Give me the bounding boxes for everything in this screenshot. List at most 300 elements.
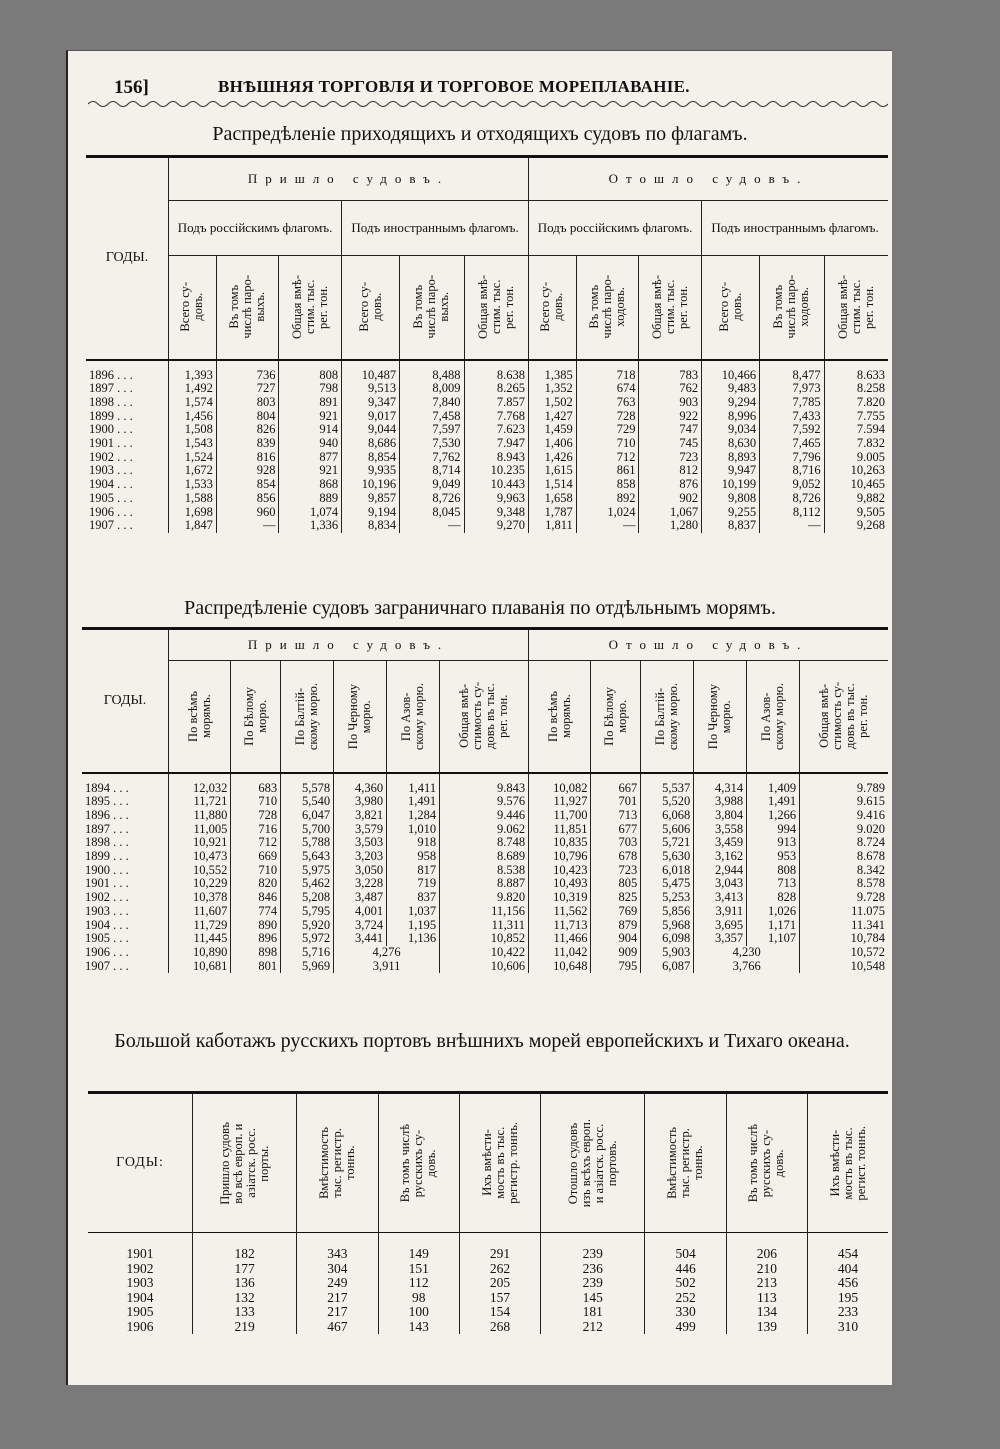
data-cell: 233 — [837, 1304, 859, 1319]
column-header: Общая вмѣ- стим. тыс. рег. тон. — [279, 256, 342, 360]
data-cell: 5,975 — [281, 864, 334, 878]
data-cell: 8.638 — [464, 360, 528, 383]
data-cell: 677 — [591, 823, 641, 837]
data-cell: 149 — [378, 1233, 459, 1262]
column-header: По Балтій- скому морю. — [641, 661, 694, 773]
data-cell: 219 — [193, 1320, 297, 1335]
data-cell: 5,856 — [641, 905, 694, 919]
data-cell: 10,681 — [169, 960, 231, 974]
data-cell: — — [216, 519, 279, 533]
data-cell: 3,980 — [334, 795, 387, 809]
data-cell: 181 — [541, 1305, 645, 1320]
data-cell: 304 — [297, 1262, 378, 1277]
data-cell: 3,558 — [694, 823, 747, 837]
year-cell: 1905 . . . — [82, 932, 169, 946]
data-cell: 909 — [591, 946, 641, 960]
data-cell: 1,672 — [169, 464, 217, 478]
table-row — [86, 382, 888, 396]
data-cell: 683 — [231, 773, 281, 796]
data-cell: 8,854 — [342, 451, 400, 465]
table-row — [86, 492, 888, 506]
data-cell: 10.235 — [464, 464, 528, 478]
data-cell: 8,837 — [702, 519, 760, 533]
table3-title: Большой каботажъ русскихъ портовъ внѣшнихъ морей европейскихъ и Тихаго океана. — [114, 1030, 850, 1052]
table-row — [86, 464, 888, 478]
year-cell: 1903 . . . — [86, 464, 169, 478]
column-header: Въ томъ числѣ русскихъ су- довъ. — [726, 1093, 807, 1233]
data-cell: 143 — [378, 1320, 459, 1335]
data-cell: 236 — [541, 1262, 645, 1277]
column-header: Общая вмѣ- стимость су- довъ въ тыс. рег. тон. — [817, 682, 871, 751]
data-cell: 343 — [297, 1233, 378, 1262]
subgroup-foreign-flag: Подъ иностраннымъ флагомъ. — [351, 220, 519, 235]
data-cell: 10,199 — [702, 478, 760, 492]
data-cell: 291 — [459, 1233, 540, 1262]
data-cell: 747 — [639, 423, 702, 437]
data-cell: 1,459 — [528, 423, 576, 437]
data-cell: 467 — [297, 1320, 378, 1335]
year-cell: 1895 . . . — [82, 795, 169, 809]
table-row — [88, 1291, 888, 1306]
data-cell: 5,606 — [641, 823, 694, 837]
data-cell: 9,347 — [342, 396, 400, 410]
data-cell: 9.820 — [440, 891, 529, 905]
data-cell: 177 — [193, 1262, 297, 1277]
column-header: Вмѣстимость тыс. регистр. тоннъ. — [645, 1093, 726, 1233]
data-cell: 7,458 — [400, 410, 464, 424]
data-cell: 7.820 — [856, 394, 885, 409]
table-row — [86, 423, 888, 437]
column-header: Отошло судовъ изъ всѣхъ европ. и азіатск. росс. портовъ. — [541, 1093, 645, 1233]
data-cell: 828 — [747, 891, 800, 905]
data-cell: 10,465 — [850, 477, 885, 492]
data-cell: 879 — [591, 919, 641, 933]
data-cell: 7,840 — [400, 396, 464, 410]
data-cell: 11,607 — [169, 905, 231, 919]
data-cell: 10,835 — [529, 836, 591, 850]
data-cell: 10,422 — [440, 946, 529, 960]
data-cell: 891 — [279, 396, 342, 410]
data-cell: 953 — [747, 850, 800, 864]
data-cell: 252 — [645, 1291, 726, 1306]
data-cell: 1,037 — [387, 905, 440, 919]
year-cell: 1906 — [88, 1320, 193, 1335]
data-cell: 10,196 — [342, 478, 400, 492]
data-cell: 9.446 — [440, 809, 529, 823]
data-cell: 4,314 — [694, 773, 747, 796]
data-cell: 1,502 — [528, 396, 576, 410]
data-cell: 9,935 — [342, 464, 400, 478]
data-cell: 858 — [576, 478, 639, 492]
data-cell: 8,488 — [400, 360, 464, 383]
data-cell: 6,047 — [281, 809, 334, 823]
data-cell: 921 — [279, 464, 342, 478]
year-cell: 1900 . . . — [82, 864, 169, 878]
table-row — [82, 932, 888, 946]
data-cell: 11,927 — [529, 795, 591, 809]
data-cell: 1,024 — [576, 506, 639, 520]
data-cell: 11,729 — [169, 919, 231, 933]
group-departed: Отошло судовъ. — [608, 637, 809, 652]
data-cell: 8.943 — [464, 451, 528, 465]
data-cell: 1,406 — [528, 437, 576, 451]
data-cell: 713 — [747, 877, 800, 891]
data-cell: 914 — [279, 423, 342, 437]
data-cell: 904 — [591, 932, 641, 946]
data-cell: 3,487 — [334, 891, 387, 905]
data-cell: 10,552 — [169, 864, 231, 878]
data-cell: 876 — [639, 478, 702, 492]
table-row — [82, 946, 888, 960]
data-cell: 7.755 — [856, 408, 885, 423]
column-header: По всѣмъ морямъ. — [169, 661, 231, 773]
table-row — [86, 519, 888, 533]
data-cell: 98 — [378, 1291, 459, 1306]
data-cell: 10,423 — [529, 864, 591, 878]
data-cell: 1,847 — [169, 519, 217, 533]
data-cell: 10,473 — [169, 850, 231, 864]
data-cell: 11,042 — [529, 946, 591, 960]
data-cell: 502 — [645, 1276, 726, 1291]
data-cell: 9,513 — [342, 382, 400, 396]
year-cell: 1905 . . . — [86, 492, 169, 506]
data-cell: 10,378 — [169, 891, 231, 905]
data-cell: 217 — [297, 1291, 378, 1306]
years-label: ГОДЫ: — [116, 1155, 164, 1171]
data-cell: 1,171 — [747, 919, 800, 933]
data-cell: 9,194 — [342, 506, 400, 520]
data-cell: 100 — [378, 1305, 459, 1320]
data-cell: 7,465 — [760, 437, 824, 451]
data-cell: 3,228 — [334, 877, 387, 891]
data-cell: 10,796 — [529, 850, 591, 864]
data-cell: 249 — [297, 1276, 378, 1291]
data-cell: 8,893 — [702, 451, 760, 465]
table-row — [82, 850, 888, 864]
data-cell: 774 — [231, 905, 281, 919]
data-cell: 837 — [387, 891, 440, 905]
data-cell: 3,579 — [334, 823, 387, 837]
data-cell: 12,032 — [169, 773, 231, 796]
column-header: Въ томъ числѣ паро- выхъ. — [216, 256, 279, 360]
data-cell: 136 — [193, 1276, 297, 1291]
data-cell: 5,540 — [281, 795, 334, 809]
column-header: Общая вмѣ- стим. тыс. рег. тон. — [464, 256, 528, 360]
data-cell: 151 — [378, 1262, 459, 1277]
data-cell: 6,068 — [641, 809, 694, 823]
data-cell: 456 — [837, 1275, 859, 1290]
data-cell: 7.857 — [464, 396, 528, 410]
data-cell: 3,413 — [694, 891, 747, 905]
data-cell: 712 — [576, 451, 639, 465]
data-cell: 729 — [576, 423, 639, 437]
data-cell: 9.005 — [856, 449, 885, 464]
data-cell: 868 — [279, 478, 342, 492]
column-header: По Бѣлому морю. — [231, 661, 281, 773]
table-row — [82, 877, 888, 891]
column-header: Пришло судовъ во всѣ европ. и азіатск. росс. порты. — [193, 1093, 297, 1233]
table-row — [86, 451, 888, 465]
table-row — [82, 795, 888, 809]
running-title: ВНѢШНЯЯ ТОРГОВЛЯ И ТОРГОВОЕ МОРЕПЛАВАНІЕ. — [218, 77, 690, 96]
data-cell: 8,726 — [760, 492, 824, 506]
table-row — [88, 1262, 888, 1277]
data-cell: — — [576, 519, 639, 533]
data-cell: 9,882 — [856, 490, 885, 505]
data-cell: 8,726 — [400, 492, 464, 506]
data-cell: 854 — [216, 478, 279, 492]
data-cell: 736 — [216, 360, 279, 383]
data-cell: 817 — [387, 864, 440, 878]
cabotage-table — [88, 1091, 888, 1334]
data-cell: 9.576 — [440, 795, 529, 809]
data-cell: 10,921 — [169, 836, 231, 850]
data-cell: 8.724 — [856, 835, 885, 850]
data-cell: 1,543 — [169, 437, 217, 451]
data-cell: 1,409 — [747, 773, 800, 796]
data-cell: 4,230 — [694, 946, 800, 960]
table-row — [86, 410, 888, 424]
data-cell: 5,969 — [281, 960, 334, 974]
data-cell: 1,352 — [528, 382, 576, 396]
data-cell: 9,947 — [702, 464, 760, 478]
data-cell: 783 — [639, 360, 702, 383]
data-cell: 1,280 — [639, 519, 702, 533]
data-cell: 11,466 — [529, 932, 591, 946]
year-cell: 1896 . . . — [86, 360, 169, 383]
data-cell: 723 — [591, 864, 641, 878]
data-cell: 8,112 — [760, 506, 824, 520]
data-cell: — — [400, 519, 464, 533]
column-header: По Бѣлому морю. — [591, 661, 641, 773]
data-cell: 8,716 — [760, 464, 824, 478]
column-header: Общая вмѣ- стимость су- довъ въ тыс. рег. тон. — [440, 661, 529, 773]
data-cell: 3,724 — [334, 919, 387, 933]
column-header: Вмѣстимость тыс. регистр. тоннъ. — [297, 1093, 378, 1233]
data-cell: 762 — [639, 382, 702, 396]
data-cell: 6,098 — [641, 932, 694, 946]
data-cell: 820 — [231, 877, 281, 891]
data-cell: 7.623 — [464, 423, 528, 437]
data-cell: 11,851 — [529, 823, 591, 837]
data-cell: 1,336 — [279, 519, 342, 533]
table-row — [88, 1305, 888, 1320]
data-cell: 4,001 — [334, 905, 387, 919]
data-cell: 1,533 — [169, 478, 217, 492]
year-cell: 1901 . . . — [86, 437, 169, 451]
data-cell: 5,700 — [281, 823, 334, 837]
year-cell: 1903 — [88, 1276, 193, 1291]
data-cell: 4,276 — [334, 946, 440, 960]
table-row — [82, 809, 888, 823]
data-cell: 5,643 — [281, 850, 334, 864]
data-cell: 795 — [591, 960, 641, 974]
data-cell: 877 — [279, 451, 342, 465]
year-cell: 1899 . . . — [82, 850, 169, 864]
data-cell: 212 — [541, 1320, 645, 1335]
data-cell: 11,700 — [529, 809, 591, 823]
column-header: Общая вмѣ- стим. тыс. рег. тон. — [639, 256, 702, 360]
years-label: ГОДЫ. — [103, 692, 147, 708]
year-cell: 1907 . . . — [82, 960, 169, 974]
data-cell: 1,136 — [387, 932, 440, 946]
data-cell: 1,615 — [528, 464, 576, 478]
data-cell: 1,588 — [169, 492, 217, 506]
data-cell: 5,578 — [281, 773, 334, 796]
data-cell: 154 — [459, 1305, 540, 1320]
data-cell: 3,503 — [334, 836, 387, 850]
column-header: По Балтій- скому морю. — [281, 661, 334, 773]
data-cell: 182 — [193, 1233, 297, 1262]
data-cell: 8.342 — [856, 862, 885, 877]
data-cell: 808 — [747, 864, 800, 878]
table-row — [82, 864, 888, 878]
data-cell: 861 — [576, 464, 639, 478]
data-cell: 896 — [231, 932, 281, 946]
column-header: Въ томъ числѣ паро- выхъ. — [400, 256, 464, 360]
data-cell: 11,713 — [529, 919, 591, 933]
data-cell: 1,491 — [387, 795, 440, 809]
column-header: Всего су- довъ. — [342, 256, 400, 360]
data-cell: 1,266 — [747, 809, 800, 823]
data-cell: 5,475 — [641, 877, 694, 891]
data-cell: 763 — [576, 396, 639, 410]
data-cell: 922 — [639, 410, 702, 424]
data-cell: 667 — [591, 773, 641, 796]
data-cell: 10,319 — [529, 891, 591, 905]
data-cell: 454 — [837, 1246, 859, 1261]
data-cell: 9.728 — [856, 890, 885, 905]
data-cell: 134 — [726, 1305, 807, 1320]
data-cell: 801 — [231, 960, 281, 974]
data-cell: 5,795 — [281, 905, 334, 919]
data-cell: 7,592 — [760, 423, 824, 437]
group-arrived: Пришло судовъ. — [247, 171, 450, 186]
data-cell: 716 — [231, 823, 281, 837]
flags-table — [86, 155, 888, 533]
data-cell: 1,026 — [747, 905, 800, 919]
data-cell: 7,762 — [400, 451, 464, 465]
year-cell: 1902 — [88, 1262, 193, 1277]
data-cell: 7.947 — [464, 437, 528, 451]
data-cell: 728 — [576, 410, 639, 424]
data-cell: 9,483 — [702, 382, 760, 396]
data-cell: 9,294 — [702, 396, 760, 410]
data-cell: 1,574 — [169, 396, 217, 410]
data-cell: 268 — [459, 1320, 540, 1335]
data-cell: 262 — [459, 1262, 540, 1277]
data-cell: 10,263 — [850, 463, 885, 478]
data-cell: 1,524 — [169, 451, 217, 465]
data-cell: 9,808 — [702, 492, 760, 506]
data-cell: 112 — [378, 1276, 459, 1291]
data-cell: 710 — [576, 437, 639, 451]
data-cell: 846 — [231, 891, 281, 905]
data-cell: 745 — [639, 437, 702, 451]
data-cell: 504 — [645, 1233, 726, 1262]
data-cell: 404 — [837, 1260, 859, 1276]
data-cell: 928 — [216, 464, 279, 478]
data-cell: 5,716 — [281, 946, 334, 960]
data-cell: 8,477 — [760, 360, 824, 383]
data-cell: 239 — [541, 1233, 645, 1262]
data-cell: 1,284 — [387, 809, 440, 823]
data-cell: 139 — [726, 1320, 807, 1335]
data-cell: 804 — [216, 410, 279, 424]
data-cell: 1,492 — [169, 382, 217, 396]
table-row — [82, 823, 888, 837]
data-cell: 310 — [837, 1318, 859, 1334]
data-cell: 1,426 — [528, 451, 576, 465]
data-cell: 499 — [645, 1320, 726, 1335]
year-cell: 1904 . . . — [86, 478, 169, 492]
data-cell: 8,714 — [400, 464, 464, 478]
data-cell: 5,721 — [641, 836, 694, 850]
column-header: Въ томъ числѣ паро- ходовъ. — [760, 256, 824, 360]
year-cell: 1904 — [88, 1291, 193, 1306]
data-cell: 7,785 — [760, 396, 824, 410]
data-cell: 712 — [231, 836, 281, 850]
data-cell: 8.678 — [856, 849, 885, 864]
table-row — [82, 919, 888, 933]
column-header: По Черному морю. — [694, 661, 747, 773]
data-cell: 8.748 — [440, 836, 529, 850]
table-row — [82, 905, 888, 919]
seas-table — [82, 627, 888, 973]
data-cell: 195 — [837, 1289, 859, 1305]
table1-title: Распредѣленіе приходящихъ и отходящихъ судовъ по флагамъ. — [212, 123, 748, 145]
data-cell: 5,788 — [281, 836, 334, 850]
page-number: 156] — [114, 77, 149, 98]
data-cell: 958 — [387, 850, 440, 864]
column-header: По Азов- скому морю. — [747, 661, 800, 773]
column-header: Всего су- довъ. — [702, 256, 760, 360]
data-cell: 2,944 — [694, 864, 747, 878]
data-cell: 5,630 — [641, 850, 694, 864]
column-header: Въ томъ числѣ паро- ходовъ. — [576, 256, 639, 360]
table-row — [88, 1276, 888, 1291]
data-cell: 10,466 — [702, 360, 760, 383]
table2-title: Распредѣленіе судовъ заграничнаго плаванія по отдѣльнымъ морямъ. — [184, 597, 776, 619]
data-cell: 9,034 — [702, 423, 760, 437]
data-cell: 132 — [193, 1291, 297, 1306]
data-cell: 133 — [193, 1305, 297, 1320]
data-cell: 9,857 — [342, 492, 400, 506]
data-cell: 3,911 — [694, 905, 747, 919]
data-cell: 9,505 — [856, 504, 885, 519]
data-cell: 960 — [216, 506, 279, 520]
data-cell: 3,766 — [694, 960, 800, 974]
data-cell: 10,548 — [850, 958, 885, 973]
data-cell: 1,456 — [169, 410, 217, 424]
data-cell: 903 — [639, 396, 702, 410]
data-cell: 213 — [726, 1276, 807, 1291]
data-cell: 7.768 — [464, 410, 528, 424]
data-cell: 892 — [576, 492, 639, 506]
table-row — [86, 396, 888, 410]
data-cell: 9,052 — [760, 478, 824, 492]
column-header: Общая вмѣ- стим. тыс. рег. тон. — [835, 275, 876, 340]
column-header: По Черному морю. — [334, 661, 387, 773]
data-cell: 446 — [645, 1262, 726, 1277]
data-cell: 3,043 — [694, 877, 747, 891]
data-cell: 9,049 — [400, 478, 464, 492]
table-row — [86, 437, 888, 451]
year-cell: 1897 . . . — [86, 382, 169, 396]
data-cell: 913 — [747, 836, 800, 850]
years-label: ГОДЫ. — [105, 250, 149, 266]
data-cell: 11.075 — [851, 903, 885, 918]
